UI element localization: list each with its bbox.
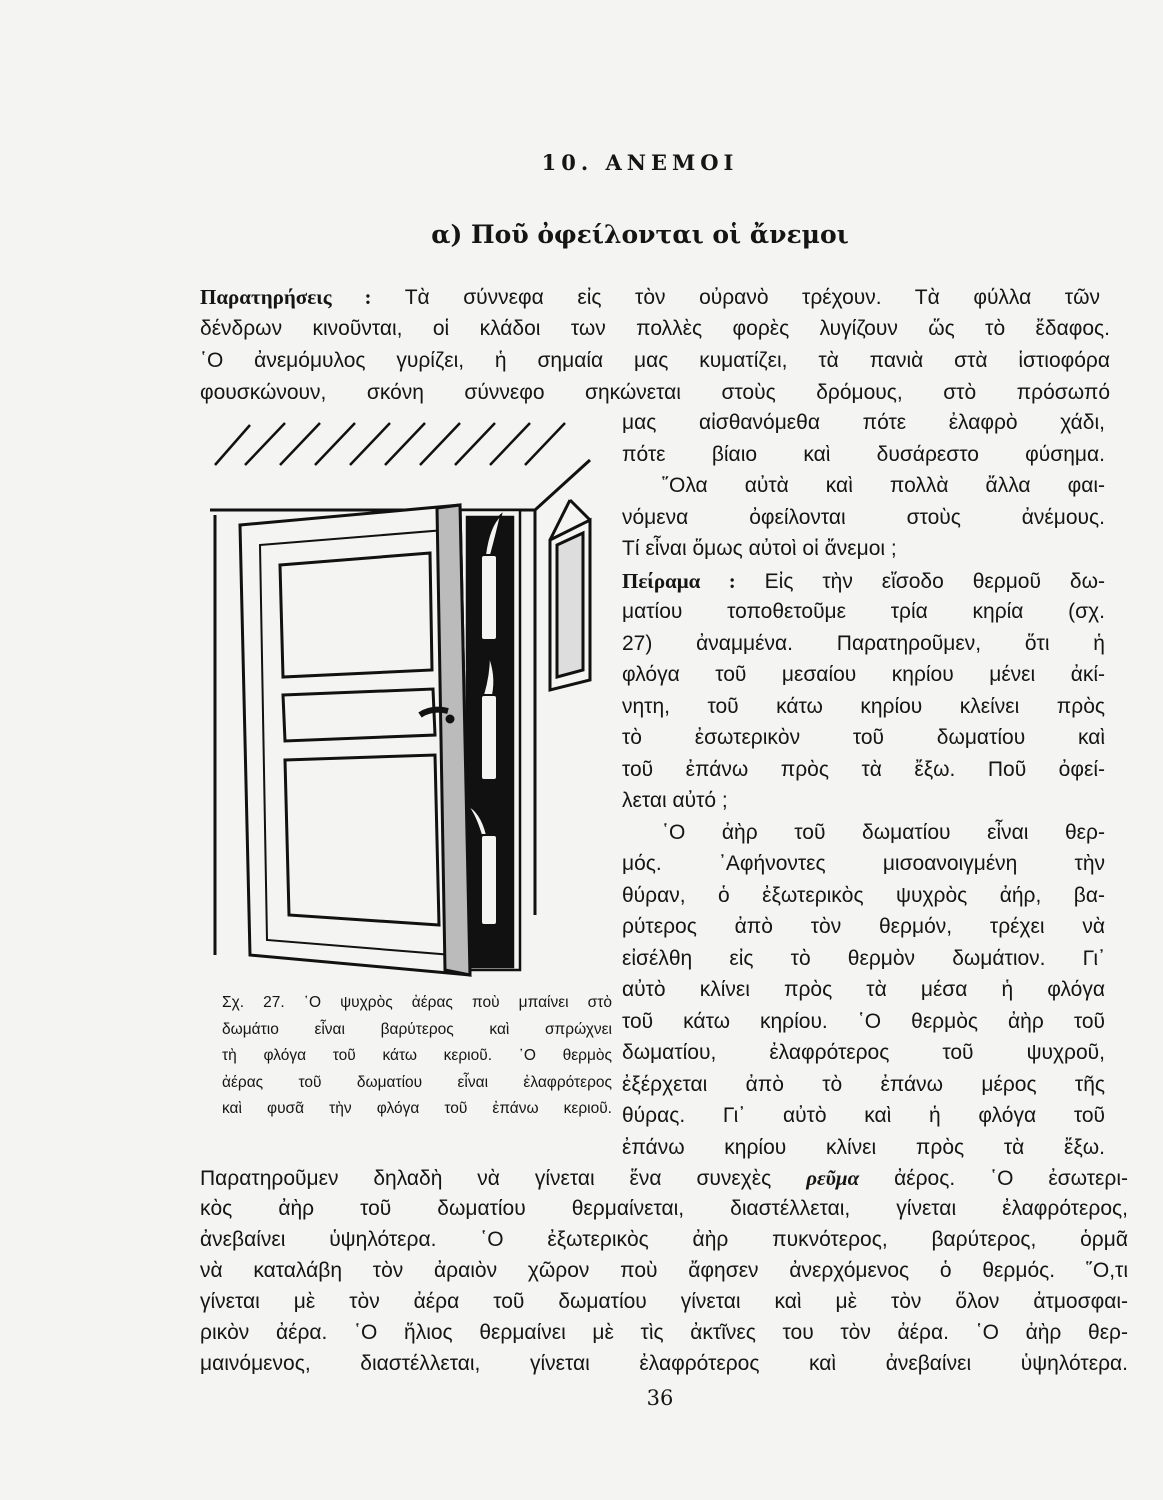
paragraph-line: γίνεται μὲ τὸν ἀέρα τοῦ δωματίου γίνεται καὶ μὲ τὸν ὅλον ἀτμοσφαι- [200, 1290, 1128, 1313]
experiment-label: Πείραμα : [622, 568, 736, 593]
figure-door-candles [205, 415, 605, 995]
paragraph-line: ἐξέρχεται ἀπὸ τὸ ἐπάνω μέρος τῆς [622, 1072, 1105, 1096]
paragraph-line: κὸς ἀὴρ τοῦ δωματίου θερμαίνεται, διαστέλλεται, γίνεται ἐλαφρότερος, [200, 1197, 1128, 1220]
paragraph-line: τοῦ κάτω κηρίου. ῾Ο θερμὸς ἀὴρ τοῦ [622, 1009, 1105, 1033]
paragraph-line: εἰσέλθη εἰς τὸ θερμὸν δωμάτιον. Γι᾿ [622, 946, 1105, 970]
text-span: Παρατηροῦμεν δηλαδὴ νὰ γίνεται ἕνα συνεχὲς [200, 1167, 772, 1190]
paragraph-line: ῾Ο ἀνεμόμυλος γυρίζει, ἡ σημαία μας κυματίζει, τὰ πανιὰ στὰ ἱστιοφόρα [200, 349, 1110, 372]
figure-caption-line: ἀέρας τοῦ δωματίου εἶναι ἐλαφρότερος [222, 1073, 612, 1091]
paragraph-line: φλόγα τοῦ μεσαίου κηρίου μένει ἀκί- [622, 663, 1105, 686]
paragraph-line: τοῦ ἐπάνω πρὸς τὰ ἔξω. Ποῦ ὀφεί- [622, 757, 1105, 781]
paragraph-line: ἀνεβαίνει ὑψηλότερα. ῾Ο ἐξωτερικὸς ἀὴρ πυκνότερος, βαρύτερος, ὁρμᾶ [200, 1228, 1128, 1251]
experiment-line [622, 569, 1105, 594]
paragraph-line [200, 285, 1100, 310]
figure-caption-line: τὴ φλόγα τοῦ κάτω κεριοῦ. ῾Ο θερμὸς [222, 1047, 612, 1064]
ceiling-hatch [215, 423, 565, 465]
paragraph-line: νητη, τοῦ κάτω κηρίου κλείνει πρὸς [622, 694, 1105, 718]
paragraph-line: ῾Ο ἀὴρ τοῦ δωματίου εἶναι θερ- [662, 820, 1105, 844]
paragraph-line: μός. ᾿Αφήνοντες μισοανοιγμένη τὴν [622, 852, 1105, 875]
text-span: Εἰς τὴν εἴσοδο θερμοῦ δω- [764, 569, 1105, 593]
wall-picture [550, 500, 590, 690]
paragraph-line: θύρας. Γι᾿ αὐτὸ καὶ ἡ φλόγα τοῦ [622, 1104, 1105, 1127]
emphasis-term: ρεῦμα [806, 1166, 860, 1190]
paragraph-line: Τί εἶναι ὅμως αὐτοὶ οἱ ἄνεμοι ; [622, 537, 897, 560]
paragraph-line: ματίου τοποθετοῦμε τρία κηρία (σχ. [622, 600, 1105, 623]
section-title: α) Ποῦ ὀφείλονται οἱ ἄνεμοι [431, 220, 849, 249]
paragraph-line: ρικὸν ἀέρα. ῾Ο ἥλιος θερμαίνει μὲ τὶς ἀκτῖνες του τὸν ἀέρα. ῾Ο ἀὴρ θερ- [200, 1321, 1128, 1344]
door [240, 505, 470, 975]
paragraph-line: ἐπάνω κηρίου κλίνει πρὸς τὰ ἔξω. [622, 1135, 1105, 1159]
paragraph-line: νόμενα ὀφείλονται στοὺς ἀνέμους. [622, 505, 1105, 529]
paragraph-line [200, 1166, 1128, 1191]
paragraph-line: δένδρων κινοῦνται, οἱ κλάδοι των πολλὲς φορὲς λυγίζουν ὥς τὸ ἔδαφος. [200, 317, 1110, 340]
paragraph-line: 27) ἀναμμένα. Παρατηροῦμεν, ὅτι ἡ [622, 631, 1105, 655]
paragraph-line: μας αἰσθανόμεθα πότε ἐλαφρὸ χάδι, [622, 411, 1105, 434]
chapter-title: 10. ΑΝΕΜΟΙ [541, 150, 739, 175]
text-span: Τὰ σύννεφα εἰς τὸν οὐρανὸ τρέχουν. Τὰ φύλλα τῶν [404, 286, 1100, 309]
figure-caption-line: καὶ φυσᾶ τὴν φλόγα τοῦ ἐπάνω κεριοῦ. [222, 1100, 612, 1117]
paragraph-line: λεται αὐτό ; [622, 789, 728, 812]
paragraph-line: αὐτὸ κλίνει πρὸς τὰ μέσα ἡ φλόγα [622, 978, 1105, 1001]
paragraph-line: μαινόμενος, διαστέλλεται, γίνεται ἐλαφρότερος καὶ ἀνεβαίνει ὑψηλότερα. [200, 1352, 1128, 1375]
paragraph-line: νὰ καταλάβη τὸν ἀραιὸν χῶρον ποὺ ἄφησεν ἀνερχόμενος ὁ θερμός. ῞Ο,τι [200, 1259, 1128, 1282]
page-number: 36 [646, 1386, 674, 1410]
observations-label: Παρατηρήσεις : [200, 285, 372, 309]
figure-caption-line: δωμάτιο εἶναι βαρύτερος καὶ σπρώχνει [222, 1020, 612, 1038]
paragraph-line: φουσκώνουν, σκόνη σύννεφο σηκώνεται στοὺς δρόμους, στὸ πρόσωπό [200, 381, 1110, 404]
paragraph-line: δωματίου, ἐλαφρότερος τοῦ ψυχροῦ, [622, 1041, 1105, 1064]
paragraph-line: πότε βίαιο καὶ δυσάρεστο φύσημα. [622, 442, 1105, 466]
paragraph-line: ρύτερος ἀπὸ τὸν θερμόν, τρέχει νὰ [622, 915, 1105, 938]
text-span: ἀέρος. ῾Ο ἐσωτερι- [894, 1167, 1128, 1190]
paragraph-line: ῞Ολα αὐτὰ καὶ πολλὰ ἄλλα φαι- [662, 474, 1105, 497]
paragraph-line: θύραν, ὁ ἐξωτερικὸς ψυχρὸς ἀήρ, βα- [622, 883, 1105, 907]
figure-caption-line: Σχ. 27. ῾Ο ψυχρὸς ἀέρας ποὺ μπαίνει στὸ [222, 994, 612, 1011]
paragraph-line: τὸ ἐσωτερικὸν τοῦ δωματίου καὶ [622, 726, 1105, 749]
